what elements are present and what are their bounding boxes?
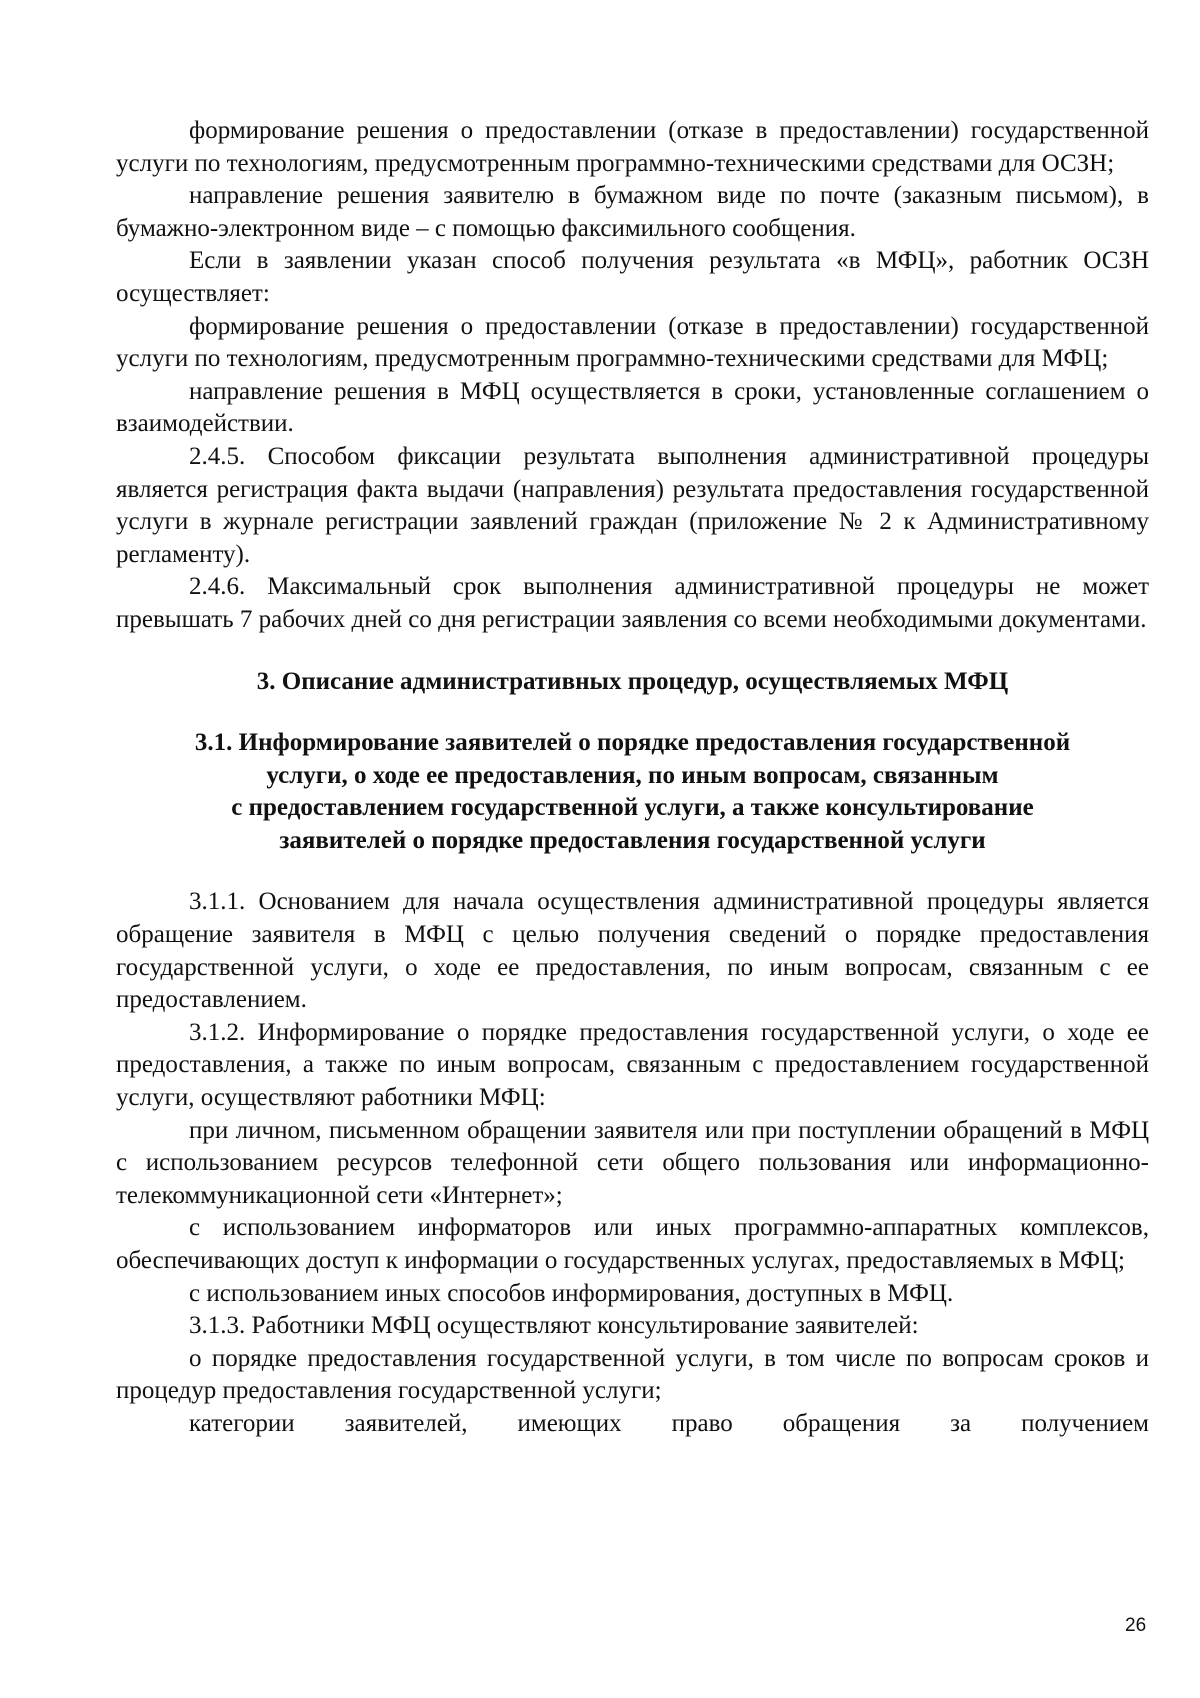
paragraph: формирование решения о предоставлении (отказе в предоставлении) государственной услуги по технологиям, предусмотренным программно-техническими средствами для ОСЗН; bbox=[116, 117, 1149, 177]
paragraph: 3.1.1. Основанием для начала осуществления административной процедуры является обращение заявителя в МФЦ с целью получения сведений о порядке предоставления государственной услуги, о ходе ее предоставления, по иным вопросам, связанным с ее предоставлением. bbox=[116, 888, 1149, 1014]
paragraph: направление решения в МФЦ осуществляется в сроки, установленные соглашением о взаимодействии. bbox=[116, 377, 1149, 438]
page-number: 26 bbox=[1125, 1615, 1147, 1636]
subsection-heading-line: услуги, о ходе ее предоставления, по иным вопросам, связанным bbox=[266, 761, 999, 789]
paragraph: категории заявителей, имеющих право обращения за получением bbox=[189, 1409, 1149, 1437]
section-heading: 3. Описание административных процедур, осуществляемых МФЦ bbox=[256, 667, 1009, 695]
paragraph: 2.4.6. Максимальный срок выполнения административной процедуры не может превышать 7 рабочих дней со дня регистрации заявления со всеми необходимыми документами. bbox=[116, 573, 1149, 633]
subsection-heading-line: заявителей о порядке предоставления государственной услуги bbox=[279, 826, 986, 854]
paragraph: Если в заявлении указан способ получения результата «в МФЦ», работник ОСЗН осуществляет: bbox=[116, 247, 1149, 307]
subsection-heading bbox=[116, 727, 1149, 857]
paragraph: направление решения заявителю в бумажном виде по почте (заказным письмом), в бумажно-электронном виде – с помощью факсимильного сообщения. bbox=[116, 182, 1149, 242]
paragraph: 3.1.3. Работники МФЦ осуществляют консультирование заявителей: bbox=[189, 1312, 919, 1340]
paragraph: о порядке предоставления государственной услуги, в том числе по вопросам сроков и процедур предоставления государственной услуги; bbox=[116, 1344, 1149, 1405]
paragraph: с использованием информаторов или иных программно-аппаратных комплексов, обеспечивающих доступ к информации о государственных услугах, предоставляемых в МФЦ; bbox=[116, 1214, 1149, 1274]
paragraph: формирование решения о предоставлении (отказе в предоставлении) государственной услуги по технологиям, предусмотренным программно-техническими средствами для МФЦ; bbox=[116, 312, 1149, 373]
paragraph: 2.4.5. Способом фиксации результата выполнения административной процедуры является регистрация факта выдачи (направления) результата предоставления государственной услуги в журнале регистрации заявлений граждан (приложение № 2 к Административному регламенту). bbox=[116, 442, 1149, 568]
paragraph: с использованием иных способов информирования, доступных в МФЦ. bbox=[189, 1279, 954, 1307]
paragraph: 3.1.2. Информирование о порядке предоставления государственной услуги, о ходе ее предоставления, а также по иным вопросам, связанным с предоставлением государственной услуги, осуществляют работники МФЦ: bbox=[116, 1018, 1149, 1112]
subsection-heading-line: 3.1. Информирование заявителей о порядке предоставления государственной bbox=[194, 729, 1071, 757]
paragraph: при личном, письменном обращении заявителя или при поступлении обращений в МФЦ с использованием ресурсов телефонной сети общего пользования или информационно-телекоммуникационной сети «Интернет»; bbox=[116, 1116, 1149, 1209]
subsection-heading-line: с предоставлением государственной услуги, а также консультирование bbox=[231, 794, 1034, 822]
document-page bbox=[116, 115, 1149, 1441]
